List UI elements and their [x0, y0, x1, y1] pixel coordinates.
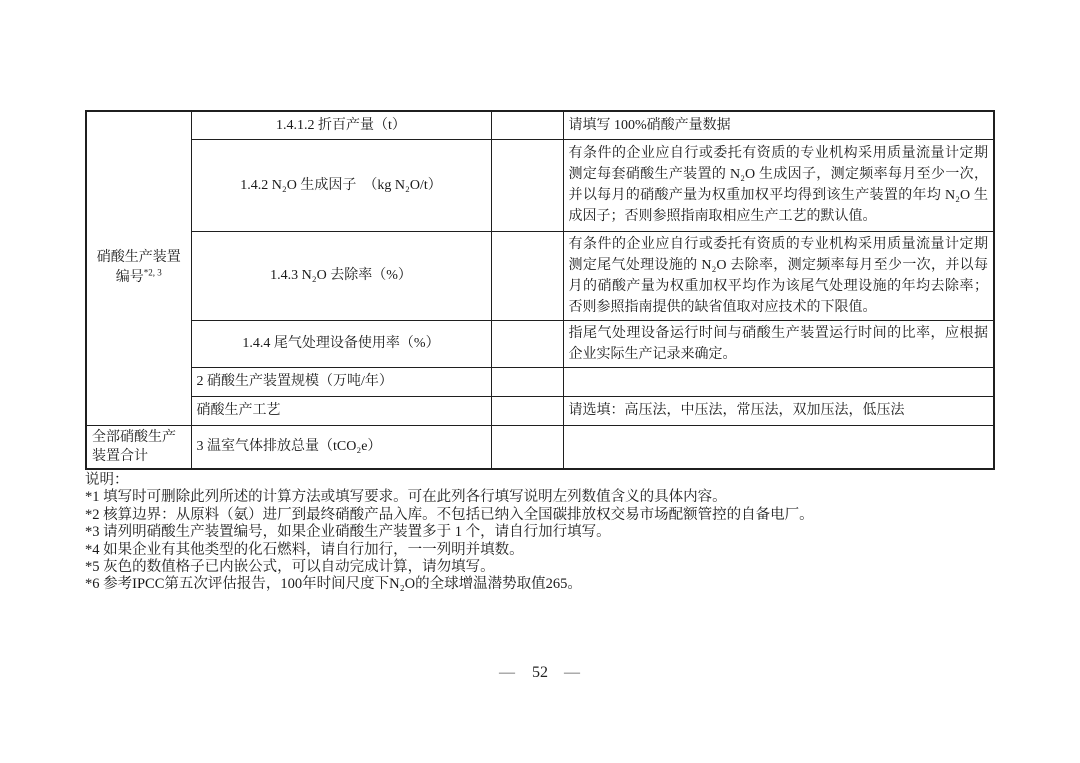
description-cell	[563, 367, 994, 396]
item-cell: 硝酸生产工艺	[191, 396, 491, 425]
description-cell: 有条件的企业应自行或委托有资质的专业机构采用质量流量计定期测定尾气处理设施的 N₂O 去除率，测定频率每月至少一次，并以每月的硝酸产量为权重加权平均作为该尾气处理设施的年均去除率；否则参照指南提供的缺省值取对应技术的下限值。	[563, 231, 994, 320]
description-cell	[563, 425, 994, 469]
total-row-header-cell: 全部硝酸生产装置合计	[86, 425, 191, 469]
row-group-header-cell	[86, 111, 191, 425]
description-cell: 指尾气处理设备运行时间与硝酸生产装置运行时间的比率，应根据企业实际生产记录来确定。	[563, 320, 994, 367]
note-line: *6 参考IPCC第五次评估报告，100年时间尺度下N₂O的全球增温潜势取值265。	[85, 576, 582, 593]
value-input-cell	[491, 139, 563, 231]
value-input-cell	[491, 367, 563, 396]
item-cell: 1.4.3 N₂O 去除率（%）	[191, 231, 491, 320]
value-input-cell	[491, 425, 563, 469]
description-cell: 请选填：高压法，中压法，常压法，双加压法，低压法	[563, 396, 994, 425]
footer-dash-right: —	[564, 664, 581, 681]
notes-title: 说明：	[85, 472, 129, 488]
note-line: *4 如果企业有其他类型的化石燃料，请自行加行，一一列明并填数。	[85, 541, 524, 558]
item-cell: 1.4.1.2 折百产量（t）	[191, 111, 491, 139]
note-line: *1 填写时可删除此列所述的计算方法或填写要求。可在此列各行填写说明左列数值含义的具体内容。	[85, 489, 727, 506]
description-cell: 请填写 100%硝酸产量数据	[563, 111, 994, 139]
value-input-cell	[491, 231, 563, 320]
notes-section	[85, 472, 1015, 594]
note-line: *2 核算边界：从原料（氨）进厂到最终硝酸产品入库。不包括已纳入全国碳排放权交易市场配额管控的自备电厂。	[85, 506, 814, 523]
item-cell: 1.4.2 N₂O 生成因子 （kg N₂O/t）	[191, 139, 491, 231]
value-input-cell	[491, 320, 563, 367]
footnote-superscript: *2, 3	[143, 267, 162, 278]
item-cell: 1.4.4 尾气处理设备使用率（%）	[191, 320, 491, 367]
note-line: *5 灰色的数值格子已内嵌公式，可以自动完成计算，请勿填写。	[85, 559, 495, 576]
item-cell: 2 硝酸生产装置规模（万吨/年）	[191, 367, 491, 396]
page-number: 52	[532, 664, 548, 681]
value-input-cell	[491, 396, 563, 425]
footer-dash-left: —	[499, 664, 516, 681]
note-line: *3 请列明硝酸生产装置编号，如果企业硝酸生产装置多于 1 个，请自行加行填写。	[85, 524, 611, 541]
row-group-header-line2: 编号$^{*2, 3}$	[115, 267, 162, 286]
description-cell: 有条件的企业应自行或委托有资质的专业机构采用质量流量计定期测定每套硝酸生产装置的 N₂O 生成因子，测定频率每月至少一次，并以每月的硝酸产量为权重加权平均得到该生产装置的年均 N₂O 生成因子；否则参照指南取相应生产工艺的默认值。	[563, 139, 994, 231]
nitric-acid-reporting-table	[85, 110, 995, 470]
value-input-cell	[491, 111, 563, 139]
item-cell: 3 温室气体排放总量（tCO₂e）	[191, 425, 491, 469]
page-footer	[0, 664, 1080, 682]
row-group-header-line1: 硝酸生产装置	[96, 250, 181, 266]
